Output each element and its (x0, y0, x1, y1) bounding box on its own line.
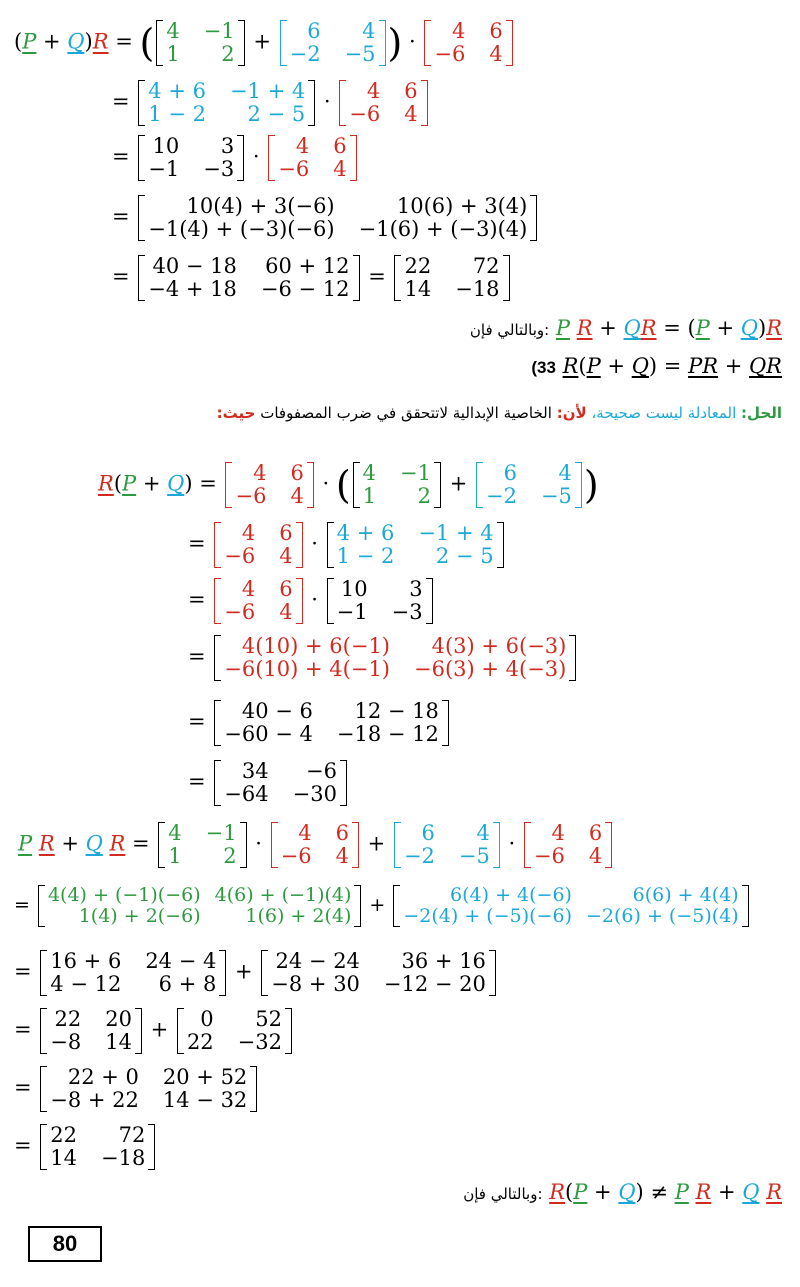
matrix-cell: 4 (366, 79, 381, 103)
matrix-cell: −1 + 4 (229, 79, 306, 103)
matrix-cell: 24 − 4 (145, 949, 217, 973)
eq-line-3: = 10 3 −1 −3 · 4 6 −6 4 (112, 135, 359, 181)
matrix-cell: 4(10) + 6(−1) (241, 634, 390, 658)
matrix-cell: −8 (50, 1030, 82, 1055)
eq3-line-4: = 22 20 −8 14 + 0 52 22 −32 (14, 1008, 294, 1054)
matrix-cell: 4 (295, 134, 310, 158)
matrix-cell: −2 (289, 42, 321, 67)
matrix-cell: 4 (558, 461, 572, 485)
question-33: (33 R(P + Q) = PR + QR (531, 354, 782, 378)
matrix-cell: 16 + 6 (50, 949, 122, 973)
matrix-cell: 0 (200, 1007, 214, 1031)
matrix-cell: −1 (205, 821, 237, 845)
matrix-cell: 2 (221, 42, 235, 67)
matrix-cell: 6 (335, 821, 349, 845)
matrix-cell: 24 − 24 (275, 949, 360, 973)
matrix-cell: −5 (458, 844, 490, 869)
matrix-cell: 1(6) + 2(4) (245, 904, 352, 927)
matrix-cell: −6 (305, 759, 337, 783)
matrix-cell: 22 (404, 254, 432, 278)
matrix-cell: 6(6) + 4(4) (632, 884, 739, 906)
matrix-cell: −30 (292, 782, 337, 807)
matrix-cell: 40 − 6 (241, 699, 313, 723)
matrix-cell: −1 (148, 157, 180, 182)
matrix-cell: 22 (54, 1007, 82, 1031)
matrix-cell: −6 − 12 (260, 277, 350, 302)
matrix-cell: −8 + 30 (271, 972, 360, 997)
matrix-cell: 60 + 12 (265, 254, 350, 278)
matrix-cell: −1(6) + (−3)(4) (358, 217, 528, 242)
matrix-cell: 20 (105, 1007, 132, 1031)
matrix-cell: −6(10) + 4(−1) (224, 657, 390, 682)
matrix-cell: 4 (362, 461, 377, 485)
matrix-cell: 4 (279, 600, 293, 625)
eq3-line-6: = 22 72 14 −18 (14, 1124, 157, 1170)
eq-line-5: = 40 − 18 60 + 12 −4 + 18 −6 − 12 = 22 72 14 −18 (112, 255, 512, 301)
matrix-cell: 6 + 8 (158, 972, 217, 997)
matrix-cell: 4 (333, 157, 347, 182)
matrix-cell: 3 (220, 134, 235, 158)
matrix-cell: −5 (540, 484, 572, 509)
matrix-cell: −6 (349, 102, 381, 127)
matrix-cell: 1(4) + 2(−6) (78, 904, 201, 927)
eq2-line-1: R(P + Q) = 4 6 −6 4 · ( 4 −1 1 2 + 6 4 −2 −5 ) (98, 461, 599, 509)
eq3-line-2: = 4(4) + (−1)(−6) 4(6) + (−1)(4) 1(4) + 2(−6) 1(6) + 2(4) + 6(4) + 4(−6) 6(6) + 4(4) −2(4) + (−5)(−6) −2(6) + (−5)(4) (14, 885, 751, 927)
matrix-cell: 4 (452, 19, 466, 43)
matrix-cell: −18 (101, 1146, 146, 1171)
matrix-cell: −1 (336, 600, 368, 625)
matrix-cell: 22 (50, 1123, 78, 1147)
eq2-line-3: = 4 6 −6 4 · 10 3 −1 −3 (188, 578, 435, 624)
matrix-cell: −6(3) + 4(−3) (414, 657, 567, 682)
matrix-cell: 14 (404, 277, 432, 302)
matrix-cell: −1 (400, 461, 432, 485)
matrix-cell: −6 (278, 157, 310, 182)
matrix-cell: −64 (224, 782, 269, 807)
matrix-cell: 20 + 52 (162, 1065, 248, 1089)
matrix-cell: 4 + 6 (336, 521, 395, 545)
matrix-cell: 72 (472, 254, 500, 278)
matrix-cell: −12 − 20 (383, 972, 486, 997)
eq2-line-2: = 4 6 −6 4 · 4 + 6 −1 + 4 1 − 2 2 − 5 (188, 522, 506, 568)
matrix-cell: 10(4) + 3(−6) (186, 194, 335, 218)
matrix-cell: 6 (404, 79, 418, 103)
matrix-cell: 4 (253, 461, 267, 485)
matrix-cell: 1 (362, 484, 377, 509)
matrix-P (156, 20, 244, 66)
matrix-cell: 4 (404, 102, 418, 127)
matrix-cell: −2(4) + (−5)(−6) (403, 904, 572, 927)
eq2-line-5: = 40 − 6 12 − 18 −60 − 4 −18 − 12 (188, 700, 451, 746)
matrix-cell: −6 (434, 42, 466, 67)
matrix-cell: −6 (533, 844, 565, 869)
matrix-cell: 4 (551, 821, 565, 845)
matrix-cell: −1 + 4 (418, 521, 494, 545)
matrix-cell: 6 (588, 821, 603, 845)
matrix-cell: 40 − 18 (152, 254, 237, 278)
matrix-cell: 34 (241, 759, 269, 783)
matrix-cell: 4 (335, 844, 349, 869)
matrix-cell: 12 − 18 (354, 699, 439, 723)
matrix-cell: 2 (223, 844, 237, 869)
matrix-cell: −3 (203, 157, 235, 182)
matrix-cell: −1(4) + (−3)(−6) (148, 217, 335, 242)
matrix-cell: 4 (476, 821, 490, 845)
matrix-cell: 6 (333, 134, 347, 158)
matrix-cell: 6 (421, 821, 435, 845)
matrix-cell: 4 (298, 821, 312, 845)
matrix-cell: 14 (105, 1030, 132, 1055)
matrix-cell: 4 (166, 19, 180, 43)
matrix-cell: 4 (588, 844, 603, 869)
matrix-cell: −32 (237, 1030, 282, 1055)
matrix-cell: −6 (224, 544, 256, 569)
matrix-cell: 1 (166, 42, 180, 67)
matrix-cell: −5 (344, 42, 376, 67)
matrix-cell: −4 + 18 (148, 277, 237, 302)
conclusion-line-1: وبالتالي فإن: P R + QR = (P + Q)R (469, 316, 782, 340)
matrix-cell: 36 + 16 (401, 949, 486, 973)
matrix-cell: 2 (417, 484, 432, 509)
matrix-cell: −6 (280, 844, 312, 869)
matrix-cell: 4 (489, 42, 503, 67)
matrix-cell: 1 − 2 (336, 544, 395, 569)
matrix-cell: 6 (279, 577, 293, 601)
matrix-cell: 22 (186, 1030, 214, 1055)
matrix-cell: 4(6) + (−1)(4) (214, 884, 352, 906)
matrix-cell: 6 (279, 521, 293, 545)
matrix-cell: 4(4) + (−1)(−6) (47, 884, 201, 906)
matrix-cell: −2(6) + (−5)(4) (585, 904, 739, 927)
eq3-line-1: P R + Q R = 4 −1 1 2 · 4 6 −6 4 + 6 4 −2 −5 · 4 6 −6 4 (18, 822, 614, 868)
matrix-cell: −18 − 12 (336, 722, 439, 747)
matrix-cell: −18 (455, 277, 500, 302)
matrix-cell: 4 (279, 544, 293, 569)
matrix-cell: 10(6) + 3(4) (396, 194, 528, 218)
matrix-Q (280, 20, 386, 66)
matrix-cell: 6 (290, 461, 304, 485)
matrix-cell: −1 (203, 19, 235, 43)
matrix-cell: 6 (307, 19, 321, 43)
matrix-cell: 3 (409, 577, 423, 601)
matrix-cell: 72 (118, 1123, 146, 1147)
matrix-cell: 2 − 5 (247, 102, 306, 127)
matrix-cell: 10 (152, 134, 180, 158)
matrix-R (424, 20, 512, 66)
matrix-cell: 4 (290, 484, 304, 509)
eq3-line-5: = 22 + 0 20 + 52 −8 + 22 14 − 32 (14, 1066, 259, 1112)
eq2-line-4: = 4(10) + 6(−1) 4(3) + 6(−3) −6(10) + 4(−1) −6(3) + 4(−3) (188, 635, 578, 681)
matrix-cell: −6 (235, 484, 267, 509)
matrix-cell: −2 (485, 484, 517, 509)
matrix-cell: 6(4) + 4(−6) (450, 884, 572, 906)
matrix-cell: 4 (241, 577, 256, 601)
eq-line-1: (P + Q)R = ( 4 −1 1 2 + 6 4 −2 −5 ) · 4 6 −6 4 (14, 20, 515, 66)
matrix-cell: 6 (489, 19, 503, 43)
matrix-cell: −2 (403, 844, 435, 869)
matrix-cell: 1 (168, 844, 182, 869)
eq-line-2: = 4 + 6 −1 + 4 1 − 2 2 − 5 · 4 6 −6 4 (112, 80, 430, 126)
matrix-cell: 4 (362, 19, 376, 43)
matrix-cell: 2 − 5 (435, 544, 494, 569)
matrix-cell: −60 − 4 (224, 722, 313, 747)
solution-heading: الحل: المعادلة ليست صحيحة، لأن: الخاصية الإبدالية لاتتحقق في ضرب المصفوفات حيث: (216, 404, 782, 422)
matrix-cell: 1 − 2 (148, 102, 206, 127)
page-number: 80 (28, 1226, 102, 1262)
eq-line-4: = 10(4) + 3(−6) 10(6) + 3(4) −1(4) + (−3)(−6) −1(6) + (−3)(4) (112, 195, 539, 241)
matrix-cell: −3 (391, 600, 423, 625)
matrix-cell: 4 − 12 (50, 972, 122, 997)
matrix-cell: 14 (50, 1146, 78, 1171)
matrix-cell: 4 (168, 821, 182, 845)
matrix-cell: −6 (224, 600, 256, 625)
matrix-cell: 4(3) + 6(−3) (431, 634, 567, 658)
matrix-cell: 10 (340, 577, 368, 601)
matrix-sum-expr (138, 80, 315, 126)
eq2-line-6: = 34 −6 −64 −30 (188, 760, 349, 806)
matrix-cell: 6 (503, 461, 517, 485)
matrix-cell: 4 (241, 521, 256, 545)
conclusion-line-2: وبالتالي فإن: R(P + Q) ≠ P R + Q R (463, 1180, 782, 1204)
matrix-cell: 4 + 6 (148, 79, 206, 103)
matrix-cell: 52 (255, 1007, 282, 1031)
matrix-cell: 22 + 0 (67, 1065, 139, 1089)
matrix-cell: 14 − 32 (162, 1088, 248, 1113)
eq3-line-3: = 16 + 6 24 − 4 4 − 12 6 + 8 + 24 − 24 36 + 16 −8 + 30 −12 − 20 (14, 950, 498, 996)
matrix-cell: −8 + 22 (50, 1088, 139, 1113)
